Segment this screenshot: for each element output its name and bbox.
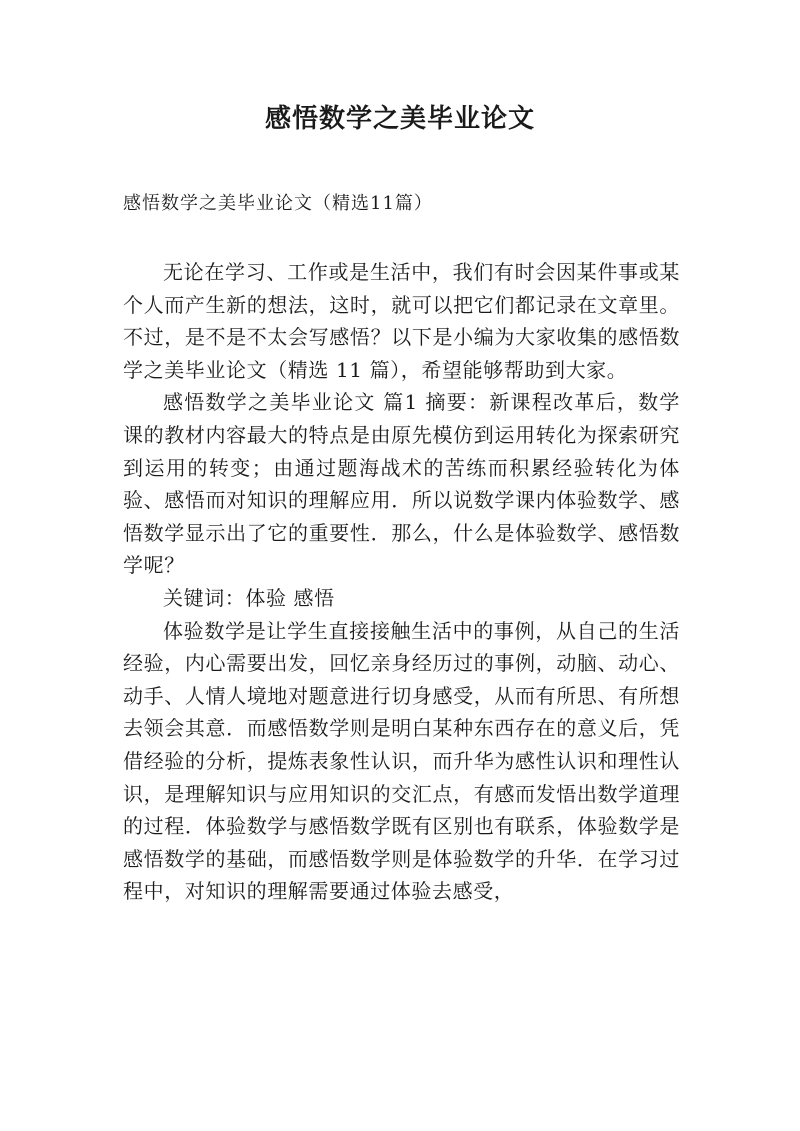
document-subtitle: 感悟数学之美毕业论文（精选11篇） xyxy=(123,193,433,214)
paragraph-keywords: 关键词：体验 感悟 xyxy=(163,585,335,610)
document-body xyxy=(123,256,680,908)
paragraph-intro: 无论在学习、工作或是生活中，我们有时会因某件事或某个人而产生新的想法，这时，就可以把它们都记录在文章里。不过，是不是不太会写感悟？以下是小编为大家收集的感悟数学之美毕业论文（精选 11 篇），希望能够帮助到大家。 xyxy=(123,260,680,382)
paragraph-abstract: 感悟数学之美毕业论文 篇1 摘要：新课程改革后，数学课的教材内容最大的特点是由原先模仿到运用转化为探索研究到运用的转变；由通过题海战术的苦练而积累经验转化为体验、感悟而对知识的理解应用．所以说数学课内体验数学、感悟数学显示出了它的重要性．那么，什么是体验数学、感悟数学呢？ xyxy=(123,390,680,578)
document-title: 感悟数学之美毕业论文 xyxy=(264,104,535,134)
paragraph-main: 体验数学是让学生直接接触生活中的事例，从自己的生活经验，内心需要出发，回忆亲身经历过的事例，动脑、动心、动手、人情人境地对题意进行切身感受，从而有所思、有所想去领会其意．而感悟数学则是明白某种东西存在的意义后，凭借经验的分析，提炼表象性认识，而升华为感性认识和理性认识，是理解知识与应用知识的交汇点，有感而发悟出数学道理的过程．体验数学与感悟数学既有区别也有联系，体验数学是感悟数学的基础，而感悟数学则是体验数学的升华．在学习过程中，对知识的理解需要通过体验去感受， xyxy=(123,618,680,904)
